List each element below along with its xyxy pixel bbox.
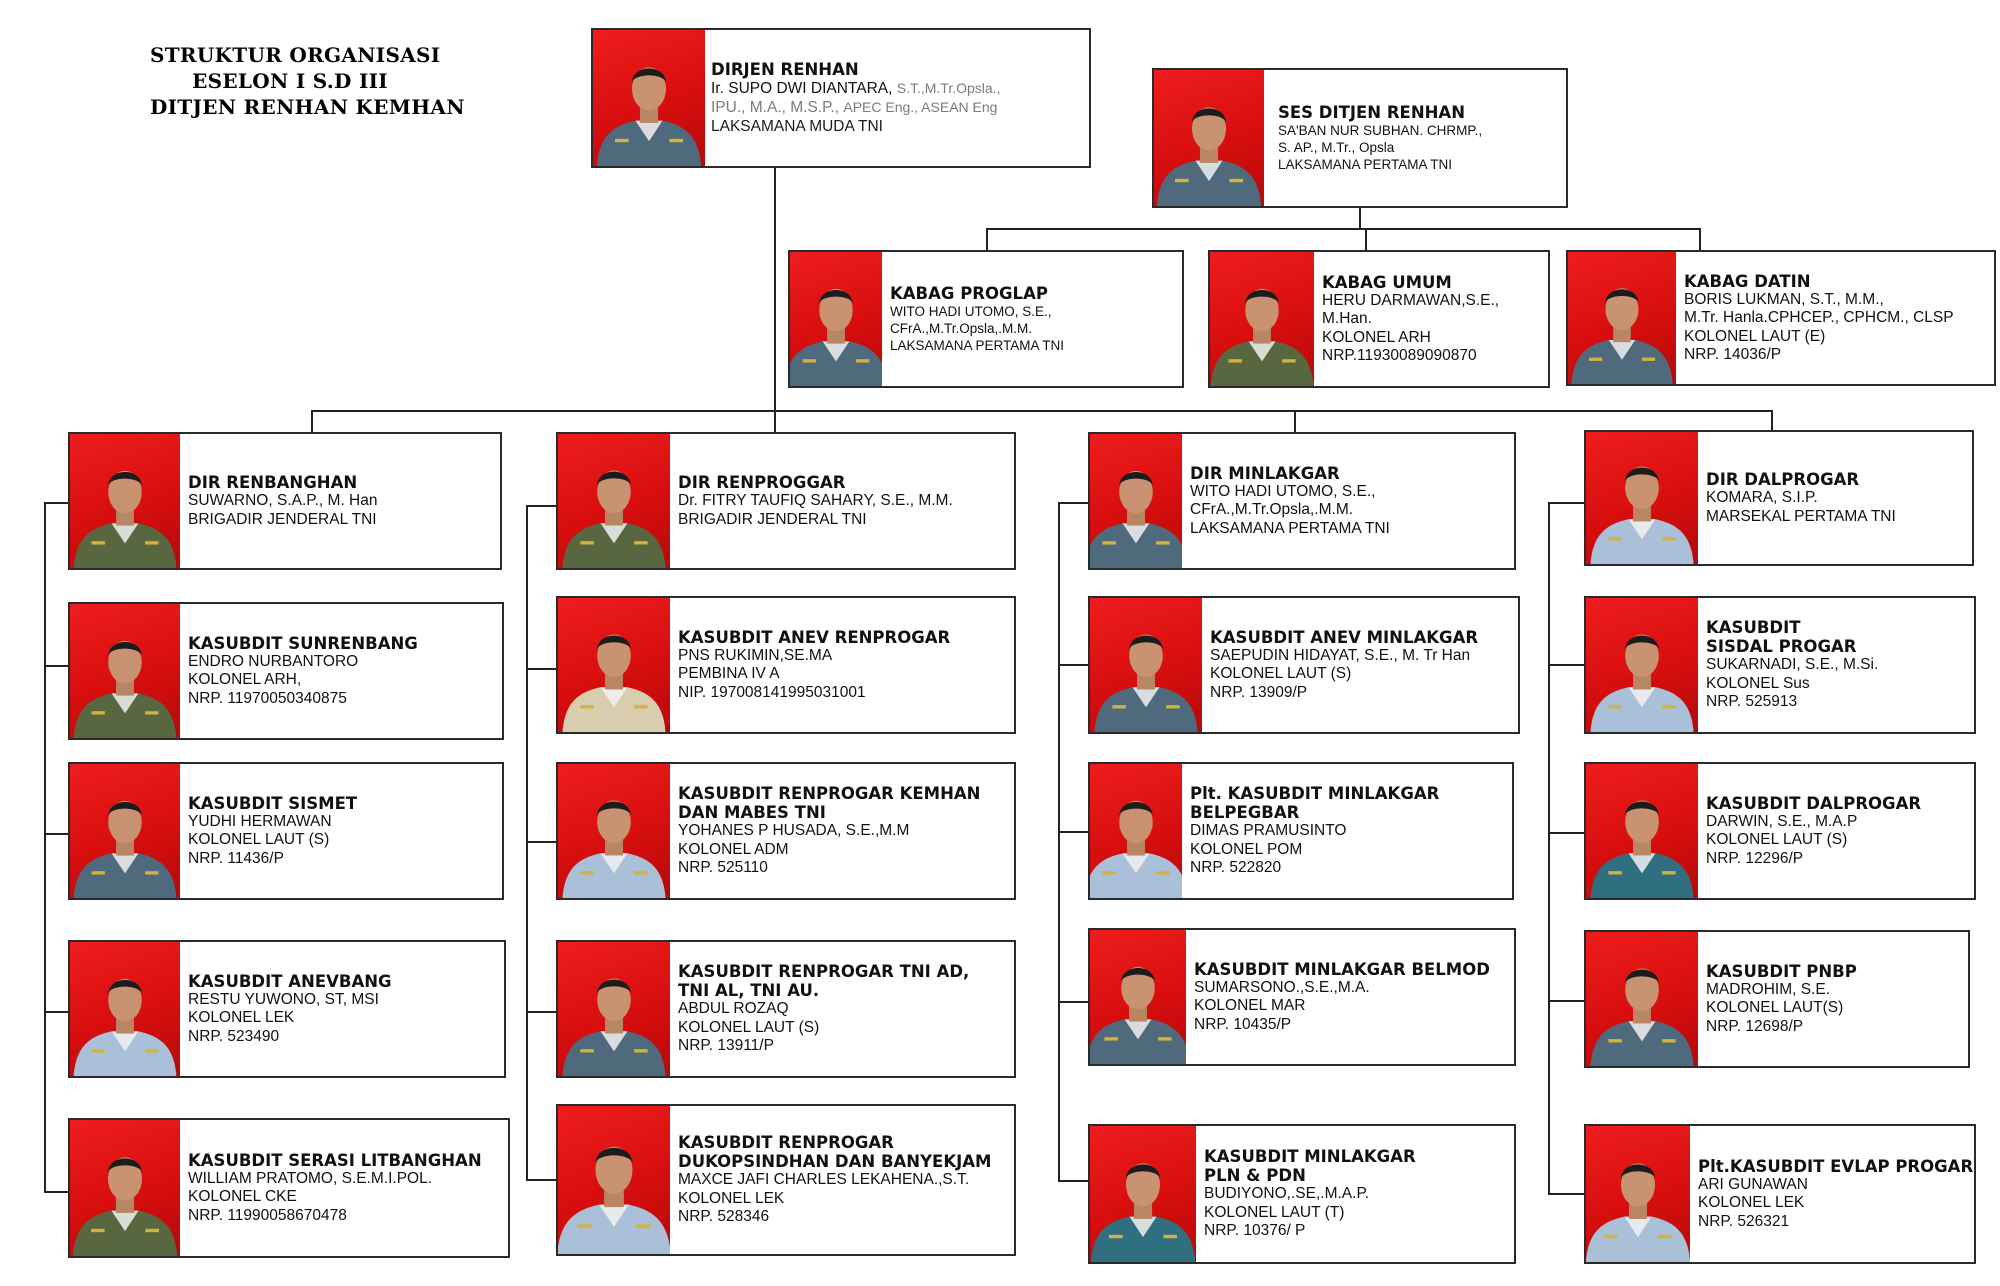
stub-col4-4 [1548,1193,1584,1195]
portrait-illustration [1090,434,1182,568]
officer-name-line-2: S. AP., M.Tr., Opsla [1278,140,1395,155]
officer-photo [1586,764,1698,898]
portrait-illustration [1568,252,1676,384]
portrait-illustration [1586,1126,1690,1262]
connector-dir-3 [1294,410,1296,432]
dirjen-text [711,30,1086,166]
officer-photo [1090,764,1182,898]
officer-detail-line: NRP. 10376/ P [1204,1222,1306,1240]
kasubdit-box-3-3 [1088,928,1516,1066]
officer-degrees-3: APEC Eng., ASEAN Eng [843,99,998,116]
officer-detail-line: KOLONEL LEK [678,1189,785,1207]
kabag-box-1 [788,250,1184,388]
officer-text [890,252,1179,386]
officer-detail-line: KOLONEL MAR [1194,997,1306,1015]
officer-detail-line: NRP. 11970050340875 [188,689,347,707]
officer-detail-line: NRP. 13909/P [1210,683,1308,701]
position-title: DIR MINLAKGAR [1190,463,1340,483]
spine-col-1 [44,502,46,1192]
officer-detail-line: NRP. 525110 [678,859,768,877]
kasubdit-box-3-1 [1088,596,1520,734]
officer-text [188,764,499,898]
position-title: KASUBDIT RENPROGAR [678,1133,894,1153]
position-title-line-2: TNI AL, TNI AU. [678,981,820,1001]
officer-detail-line: NRP. 528346 [678,1208,770,1226]
position-title: KASUBDIT ANEV MINLAKGAR [1210,627,1479,647]
officer-text [1706,932,1965,1066]
position-title: KASUBDIT SISMET [188,793,358,813]
officer-name-line-1: SA'BAN NUR SUBHAN. CHRMP., [1278,123,1483,138]
officer-detail-line: DARWIN, S.E., M.A.P [1706,812,1858,830]
officer-detail-line: KOLONEL POM [1190,840,1303,858]
officer-photo [1586,932,1698,1066]
officer-detail-line: KOLONEL LAUT (E) [1684,327,1826,345]
portrait-illustration [1586,598,1698,732]
officer-detail-line: RESTU YUWONO, ST, MSI [188,990,379,1008]
stub-col2-2 [526,841,556,843]
officer-detail-line: SUKARNADI, S.E., M.Si. [1706,656,1879,674]
officer-detail-line: KOMARA, S.I.P. [1706,489,1818,506]
officer-detail-line: NRP. 10435/P [1194,1015,1292,1033]
officer-photo [1586,1126,1690,1262]
officer-text [1190,764,1509,898]
ses-text [1278,70,1563,206]
officer-photo [1090,598,1202,732]
position-title-line-2: DAN MABES TNI [678,803,826,823]
kasubdit-box-2-2 [556,762,1016,900]
position-title: DIR RENBANGHAN [188,473,358,492]
position-title: KASUBDIT ANEV RENPROGAR [678,627,951,647]
kasubdit-box-4-3 [1584,930,1970,1068]
kasubdit-box-2-3 [556,940,1016,1078]
officer-text [678,1106,1011,1254]
position-title: DIR RENPROGGAR [678,473,846,492]
connector-kabag-2 [1365,228,1367,250]
officer-detail-line: MAXCE JAFI CHARLES LEKAHENA.,S.T. [678,1171,970,1189]
officer-detail-line: WILLIAM PRATOMO, S.E.M.I.POL. [188,1169,433,1187]
officer-text [188,434,497,568]
portrait-illustration [70,942,180,1076]
officer-detail-line: HERU DARMAWAN,S.E., [1322,291,1500,309]
position-title: Plt.KASUBDIT EVLAP PROGAR [1698,1156,1974,1176]
officer-text [1706,764,1971,898]
officer-photo [1090,434,1182,568]
stub-col1-2 [44,833,68,835]
portrait-illustration [558,598,670,732]
position-title: SES DITJEN RENHAN [1278,103,1466,122]
position-title-line-2: BELPEGBAR [1190,803,1300,823]
kasubdit-box-3-4 [1088,1124,1516,1264]
officer-text [188,942,501,1076]
officer-detail-line: NRP. 12296/P [1706,849,1804,867]
officer-detail-line: KOLONEL LAUT (S) [188,831,330,849]
portrait-illustration [70,604,180,738]
director-box-2 [556,432,1016,570]
officer-detail-line: NRP. 11990058670478 [188,1206,347,1224]
officer-detail-line: KOLONEL Sus [1706,674,1810,692]
title-line-2: ESELON I S.D III [192,69,388,93]
kasubdit-box-1-4 [68,1118,510,1258]
position-title: KASUBDIT SERASI LITBANGHAN [188,1150,482,1170]
officer-photo [1210,252,1314,386]
stub-col3-dir [1058,502,1088,504]
kasubdit-box-1-2 [68,762,504,900]
kasubdit-box-4-1 [1584,596,1976,734]
officer-detail-line: SUMARSONO.,S.E.,M.A. [1194,978,1370,996]
ses-photo [1154,70,1264,206]
officer-degrees: S.T.,M.Tr.Opsla., [896,79,1001,96]
position-title: DIR DALPROGAR [1706,470,1860,489]
officer-photo [1568,252,1676,384]
officer-detail-line: Dr. FITRY TAUFIQ SAHARY, S.E., M.M. [678,492,953,509]
stub-col4-1 [1548,664,1584,666]
position-title: Plt. KASUBDIT MINLAKGAR [1190,784,1440,804]
officer-rank: LAKSAMANA PERTAMA TNI [1278,157,1453,172]
officer-detail-line: BUDIYONO,.SE,.M.A.P. [1204,1185,1370,1203]
officer-detail-line: SAEPUDIN HIDAYAT, S.E., M. Tr Han [1210,646,1471,664]
officer-name-line-2 [711,98,1086,118]
director-box-3 [1088,432,1516,570]
officer-text [678,434,1011,568]
officer-detail-line: DIMAS PRAMUSINTO [1190,822,1347,840]
officer-detail-line: BRIGADIR JENDERAL TNI [678,510,867,528]
position-title: KABAG UMUM [1322,272,1452,292]
officer-name: Ir. SUPO DWI DIANTARA, [711,79,897,97]
portrait-illustration [790,252,882,386]
portrait-illustration [1090,930,1186,1064]
officer-photo [558,598,670,732]
officer-photo [70,942,180,1076]
portrait-illustration [70,1120,180,1256]
spine-col-3 [1058,502,1060,1182]
portrait-illustration [70,764,180,898]
stub-col3-1 [1058,664,1088,666]
officer-text [188,604,499,738]
kabag-box-2 [1208,250,1550,388]
position-title: KASUBDIT MINLAKGAR [1204,1147,1416,1167]
officer-text [1706,432,1969,564]
officer-text [1204,1126,1511,1262]
officer-detail-line: NRP. 525913 [1706,693,1798,711]
officer-detail-line: KOLONEL CKE [188,1188,297,1206]
officer-text [1194,930,1511,1064]
officer-photo [1090,1126,1196,1262]
connector-dirjen-trunk [774,166,776,422]
stub-col1-3 [44,1011,68,1013]
position-title: KASUBDIT SUNRENBANG [188,633,418,653]
dirjen-box [591,28,1091,168]
connector-dir-4 [1771,410,1773,432]
kasubdit-box-3-2 [1088,762,1514,900]
stub-col2-dir [526,505,556,507]
officer-photo [70,764,180,898]
stub-col1-4 [44,1191,68,1193]
kasubdit-box-4-4 [1584,1124,1976,1264]
officer-detail-line: KOLONEL LAUT (T) [1204,1203,1345,1221]
officer-rank: LAKSAMANA MUDA TNI [711,117,883,135]
spine-col-2 [526,505,528,1181]
officer-detail-line: MADROHIM, S.E. [1706,980,1831,998]
officer-detail-line: NRP. 526321 [1698,1212,1790,1230]
officer-photo [70,434,180,568]
officer-photo [70,1120,180,1256]
stub-col4-3 [1548,1000,1584,1002]
officer-detail-line: NRP.11930089090870 [1322,347,1477,364]
connector-kabag-bar [986,228,1701,230]
officer-detail-line: NRP. 11436/P [188,849,284,867]
officer-photo [558,434,670,568]
kasubdit-box-2-4 [556,1104,1016,1256]
officer-detail-line: PEMBINA IV A [678,665,780,683]
officer-detail-line: BORIS LUKMAN, S.T., M.M., [1684,290,1884,308]
officer-detail-line: KOLONEL LAUT(S) [1706,999,1844,1017]
position-title-line-2: SISDAL PROGAR [1706,637,1857,657]
portrait-illustration [1210,252,1314,386]
stub-col3-3 [1058,1001,1088,1003]
officer-detail-line: KOLONEL LEK [188,1009,295,1027]
portrait-illustration [1586,932,1698,1066]
kasubdit-box-1-1 [68,602,504,740]
officer-photo [1586,432,1698,564]
connector-dir-2 [774,410,776,432]
dirjen-photo [593,30,705,166]
stub-col4-2 [1548,832,1584,834]
officer-text [188,1120,505,1256]
officer-detail-line: MARSEKAL PERTAMA TNI [1706,507,1896,525]
officer-detail-line: CFrA.,M.Tr.Opsla,.M.M. [1190,501,1354,519]
officer-name-line-1 [711,79,1086,99]
position-title: KASUBDIT RENPROGAR TNI AD, [678,962,970,982]
kabag-box-3 [1566,250,1996,386]
portrait-illustration [558,764,670,898]
officer-detail-line: CFrA.,M.Tr.Opsla,.M.M. [890,321,1033,336]
spine-col-4 [1548,502,1550,1194]
officer-detail-line: NRP. 12698/P [1706,1017,1804,1035]
officer-detail-line: WITO HADI UTOMO, S.E., [890,304,1052,319]
officer-photo [558,764,670,898]
officer-detail-line: LAKSAMANA PERTAMA TNI [1190,519,1390,537]
officer-photo [558,1106,670,1254]
position-title: KASUBDIT ANEVBANG [188,971,392,991]
portrait-illustration [1090,1126,1196,1262]
officer-degrees-2: IPU., M.A., M.S.P., [711,99,844,117]
stub-col1-1 [44,665,68,667]
officer-detail-line: KOLONEL LAUT (S) [1210,665,1352,683]
officer-detail-line: ENDRO NURBANTORO [188,652,359,670]
officer-detail-line: YOHANES P HUSADA, S.E.,M.M [678,822,910,840]
stub-col4-dir [1548,502,1584,504]
connector-dir-1 [311,410,313,432]
officer-detail-line: NIP. 197008141995031001 [678,683,866,701]
officer-text [678,764,1011,898]
portrait-illustration [558,434,670,568]
position-title: DIRJEN RENHAN [711,59,859,79]
officer-detail-line: KOLONEL LAUT (S) [678,1018,820,1036]
officer-detail-line: KOLONEL ARH [1322,328,1431,346]
officer-detail-line: BRIGADIR JENDERAL TNI [188,510,377,528]
portrait-illustration [593,30,705,166]
director-box-1 [68,432,502,570]
portrait-illustration [1090,598,1202,732]
position-title: KASUBDIT PNBP [1706,961,1857,981]
stub-col2-4 [526,1179,556,1181]
officer-text [1190,434,1511,568]
stub-col2-1 [526,668,556,670]
officer-detail-line: KOLONEL ADM [678,840,789,858]
officer-detail-line: NRP. 523490 [188,1027,280,1045]
connector-dir-bar [311,410,1773,412]
officer-photo [790,252,882,386]
portrait-illustration [1090,764,1182,898]
officer-text [1322,252,1545,386]
officer-detail-line: WITO HADI UTOMO, S.E., [1190,482,1376,500]
position-title-line-2: DUKOPSINDHAN DAN BANYEKJAM [678,1152,992,1172]
officer-detail-line: SUWARNO, S.A.P., M. Han [188,492,378,509]
kasubdit-box-2-1 [556,596,1016,734]
ses-box [1152,68,1568,208]
officer-photo [1586,598,1698,732]
stub-col3-4 [1058,1180,1088,1182]
officer-detail-line: M.Han. [1322,310,1372,327]
officer-detail-line: LAKSAMANA PERTAMA TNI [890,338,1065,353]
officer-text [678,942,1011,1076]
officer-detail-line: PNS RUKIMIN,SE.MA [678,646,833,664]
position-title: KASUBDIT [1706,618,1801,638]
stub-col2-3 [526,1011,556,1013]
officer-detail-line: M.Tr. Hanla.CPHCEP., CPHCM., CLSP [1684,309,1954,326]
officer-text [1706,598,1971,732]
officer-detail-line: NRP. 522820 [1190,859,1282,877]
portrait-illustration [1154,70,1264,206]
position-title: KABAG PROGLAP [890,284,1048,303]
officer-photo [1090,930,1186,1064]
officer-detail-line: NRP. 14036/P [1684,346,1782,363]
title-line-1: STRUKTUR ORGANISASI [150,43,441,67]
connector-kabag-1 [986,228,988,250]
portrait-illustration [558,1106,670,1254]
officer-text [1684,252,1991,384]
title-line-3: DITJEN RENHAN KEMHAN [150,95,465,119]
officer-detail-line: KOLONEL LEK [1698,1194,1805,1212]
connector-kabag-3 [1699,228,1701,250]
kasubdit-box-4-2 [1584,762,1976,900]
officer-detail-line: NRP. 13911/P [678,1037,774,1055]
portrait-illustration [70,434,180,568]
position-title: KABAG DATIN [1684,271,1811,291]
officer-text [1210,598,1515,732]
officer-detail-line: ARI GUNAWAN [1698,1175,1808,1193]
stub-col3-2 [1058,831,1088,833]
stub-col1-dir [44,502,68,504]
officer-detail-line: YUDHI HERMAWAN [188,812,332,830]
position-title: KASUBDIT RENPROGAR KEMHAN [678,784,981,804]
officer-detail-line: ABDUL ROZAQ [678,1000,789,1018]
position-title-line-2: PLN & PDN [1204,1166,1306,1186]
officer-photo [70,604,180,738]
officer-detail-line: KOLONEL LAUT (S) [1706,831,1848,849]
portrait-illustration [558,942,670,1076]
connector-ses-down [1359,206,1361,230]
position-title: KASUBDIT MINLAKGAR BELMOD [1194,959,1490,979]
kasubdit-box-1-3 [68,940,506,1078]
officer-text [678,598,1011,732]
officer-text [1698,1126,1974,1262]
chart-title [150,42,465,120]
officer-photo [558,942,670,1076]
director-box-4 [1584,430,1974,566]
portrait-illustration [1586,764,1698,898]
portrait-illustration [1586,432,1698,564]
officer-detail-line: KOLONEL ARH, [188,671,302,689]
position-title: KASUBDIT DALPROGAR [1706,793,1922,813]
